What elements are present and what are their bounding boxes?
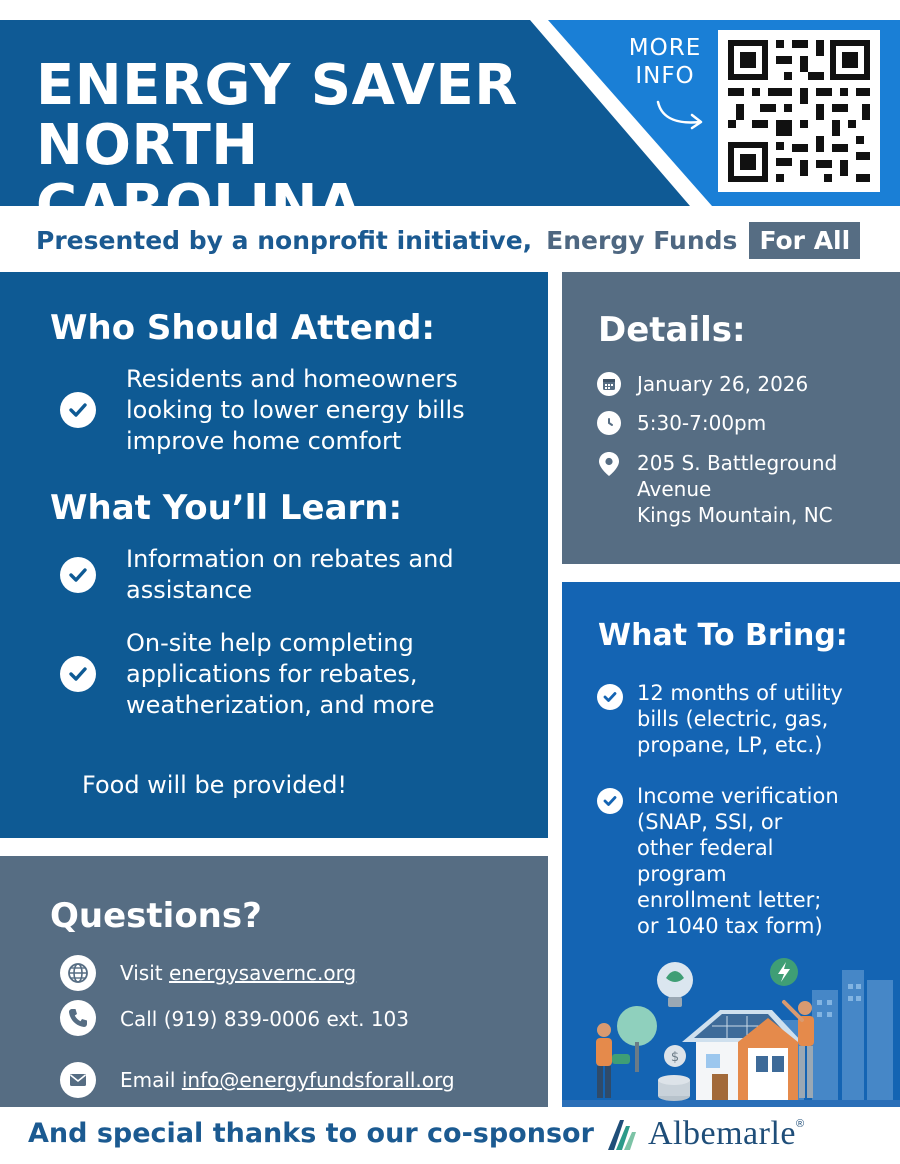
bring-line: program	[637, 862, 727, 886]
food-note: Food will be provided!	[82, 771, 348, 799]
arrow-icon	[654, 98, 710, 132]
svg-text:$: $	[670, 1050, 680, 1065]
energy-home-illustration	[562, 950, 900, 1107]
visit-line	[120, 960, 356, 986]
learn-item-1	[126, 544, 536, 606]
attend-text	[126, 364, 536, 457]
learn-item-2	[126, 628, 536, 721]
event-address	[637, 450, 887, 528]
bring-line: enrollment letter;	[637, 888, 822, 912]
details-heading: Details:	[598, 310, 746, 350]
sponsor-name: Albemarle	[648, 1115, 796, 1152]
bring-line: or 1040 tax form)	[637, 914, 823, 938]
qr-code-icon	[718, 30, 880, 192]
address-line: Avenue	[637, 477, 712, 501]
email-link[interactable]: info@energyfundsforall.org	[181, 1068, 455, 1092]
website-link[interactable]: energysavernc.org	[168, 961, 357, 985]
page-title	[36, 53, 596, 238]
learn-line: On-site help completing	[126, 629, 414, 657]
location-pin-icon	[597, 451, 621, 482]
more-info-line-2: INFO	[635, 63, 695, 89]
sponsor-logo	[604, 1114, 804, 1154]
attend-line: improve home comfort	[126, 427, 402, 455]
brand-name: Energy Funds	[546, 225, 738, 255]
event-time: 5:30-7:00pm	[637, 411, 767, 435]
check-icon	[597, 788, 623, 814]
bring-line: other federal	[637, 836, 774, 860]
title-line-1: ENERGY SAVER	[36, 53, 518, 118]
visit-prefix: Visit	[120, 961, 163, 985]
presented-text: Presented by a nonprofit initiative,	[36, 225, 533, 255]
bring-line: propane, LP, etc.)	[637, 733, 823, 757]
cosponsor-text: And special thanks to our co-sponsor	[28, 1118, 594, 1149]
check-icon	[60, 656, 96, 692]
check-icon	[597, 684, 623, 710]
envelope-icon	[60, 1062, 96, 1098]
qr-code[interactable]	[718, 30, 880, 192]
phone-icon	[60, 1000, 96, 1036]
learn-line: Information on rebates and	[126, 545, 454, 573]
bring-line: 12 months of utility	[637, 681, 843, 705]
event-date: January 26, 2026	[637, 372, 809, 396]
title-line-2: NORTH CAROLINA	[36, 113, 362, 238]
registered-mark: ®	[796, 1118, 805, 1130]
phone-number: Call (919) 839-0006 ext. 103	[120, 1007, 409, 1031]
brand-badge: For All	[749, 222, 860, 259]
bring-item-1	[637, 680, 887, 758]
clock-icon	[597, 411, 621, 435]
email-line	[120, 1067, 455, 1093]
attend-line: Residents and homeowners	[126, 365, 458, 393]
learn-line: weatherization, and more	[126, 691, 435, 719]
attend-heading: Who Should Attend:	[50, 308, 436, 348]
learn-line: applications for rebates,	[126, 660, 418, 688]
check-icon	[60, 392, 96, 428]
bring-line: (SNAP, SSI, or	[637, 810, 783, 834]
email-prefix: Email	[120, 1068, 176, 1092]
attend-line: looking to lower energy bills	[126, 396, 465, 424]
check-icon	[60, 557, 96, 593]
globe-icon	[60, 955, 96, 991]
learn-line: assistance	[126, 576, 253, 604]
learn-heading: What You’ll Learn:	[50, 488, 403, 528]
address-line: Kings Mountain, NC	[637, 503, 833, 527]
albemarle-logo-icon	[604, 1116, 640, 1152]
address-line: 205 S. Battleground	[637, 451, 838, 475]
questions-heading: Questions?	[50, 896, 262, 936]
more-info-label	[612, 34, 718, 90]
more-info-line-1: MORE	[628, 35, 702, 61]
bring-item-2	[637, 783, 887, 939]
bring-heading: What To Bring:	[598, 618, 848, 653]
bring-line: bills (electric, gas,	[637, 707, 829, 731]
presented-by	[36, 222, 860, 258]
calendar-icon	[597, 372, 621, 396]
bring-line: Income verification	[637, 784, 839, 808]
